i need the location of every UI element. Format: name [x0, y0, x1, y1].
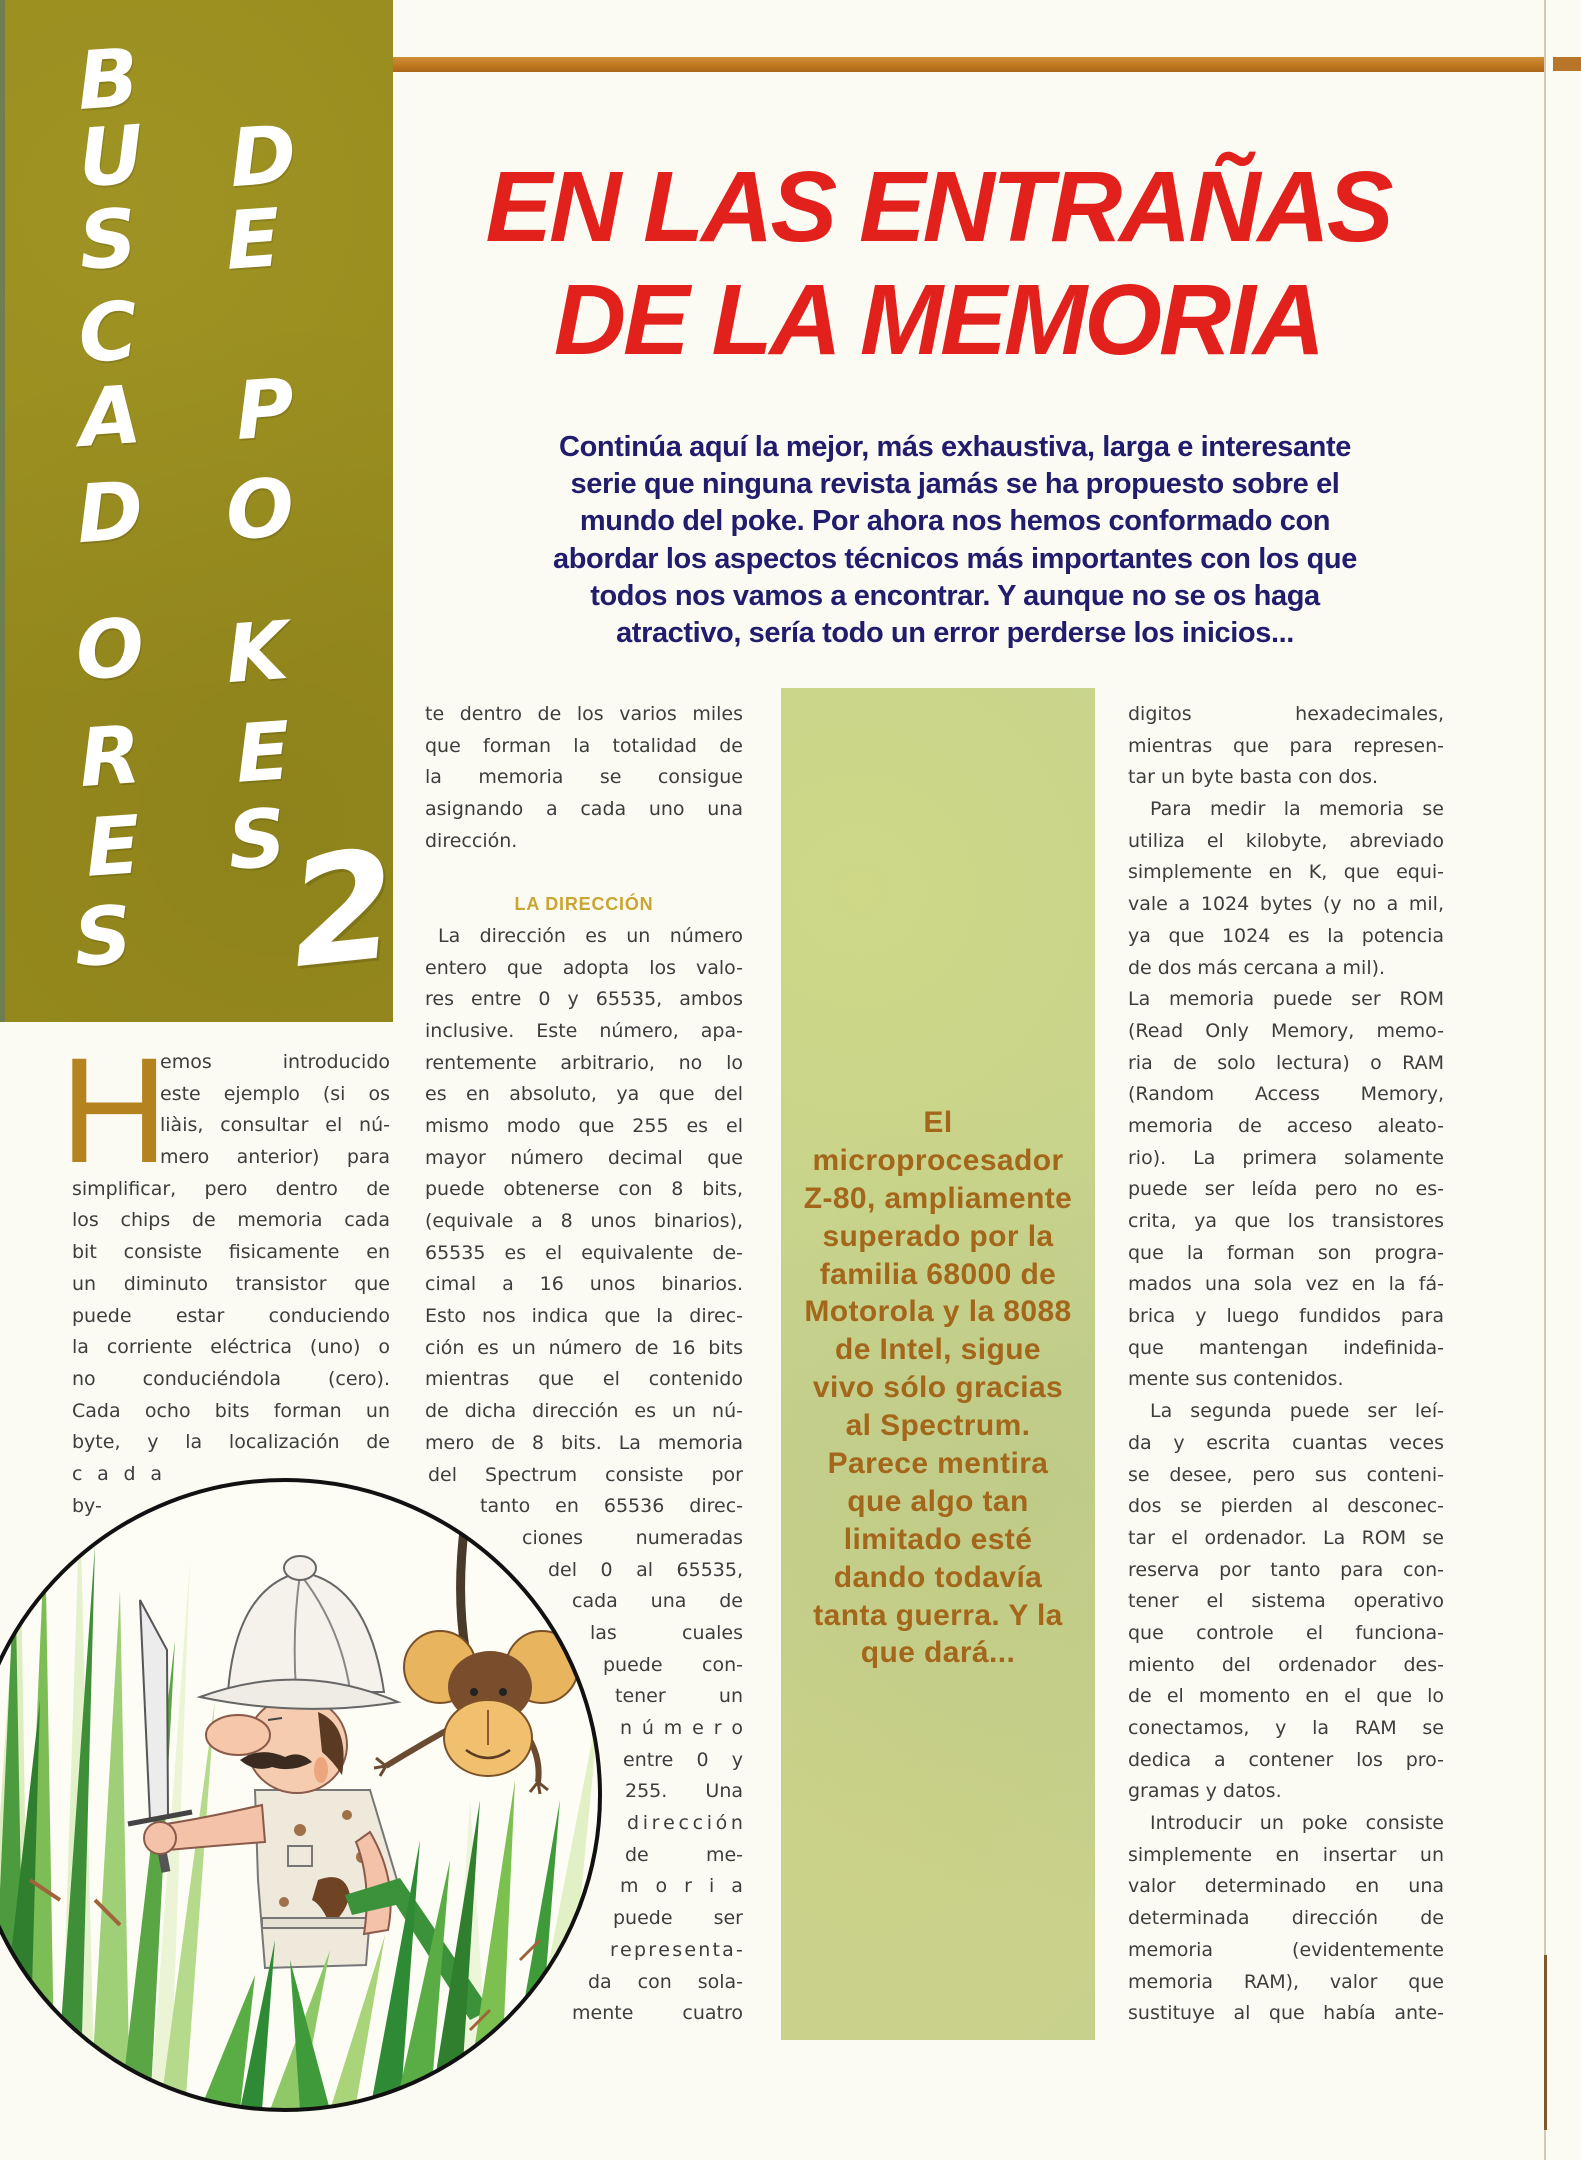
body-line: puede ser: [613, 1907, 743, 1930]
pull-quote-line: familia 68000 de: [819, 1257, 1057, 1291]
body-line: digitos hexadecimales,: [1128, 703, 1444, 725]
body-line: que mantengan indefinida-: [1128, 1336, 1444, 1359]
body-line: emos introducido: [160, 1051, 390, 1073]
body-line: inclusive. Este número, apa-: [425, 1019, 743, 1042]
body-line: c a d a: [72, 1462, 162, 1485]
body-line: byte, y la localización de: [72, 1431, 390, 1454]
section-heading: LA DIRECCIÓN: [514, 894, 654, 915]
illustration-scene: [0, 1470, 620, 2130]
pull-quote-line: tanta guerra. Y la: [813, 1598, 1063, 1632]
series-letter: R: [75, 707, 144, 806]
body-line: mientras que el contenido: [425, 1368, 743, 1391]
body-line: mientras que para represen-: [1128, 734, 1444, 757]
body-line: [425, 857, 743, 889]
body-line: (Random Access Memory,: [1128, 1083, 1444, 1106]
body-line: no conduciéndola (cero).: [72, 1367, 390, 1390]
body-line: cimal a 16 unos binarios.: [425, 1273, 743, 1296]
pull-quote-line: dando todavía: [833, 1560, 1043, 1594]
series-letter: O: [72, 600, 148, 699]
body-line: mente sus contenidos.: [1128, 1368, 1344, 1391]
body-line: ria de solo lectura) o RAM: [1128, 1051, 1444, 1074]
body-line: La memoria puede ser ROM: [1128, 988, 1444, 1011]
body-line: gramas y datos.: [1128, 1780, 1282, 1803]
body-line: simplemente en insertar un: [1128, 1843, 1444, 1866]
body-line: dirección.: [425, 829, 518, 852]
body-line: se desee, pero sus conteni-: [1128, 1463, 1444, 1486]
pull-quote-line: que dará...: [860, 1636, 1016, 1670]
article-title-line-2: DE LA MEMORIA: [553, 264, 1323, 376]
body-column-3: [1128, 699, 1444, 2030]
body-line: la corriente eléctrica (uno) o: [72, 1336, 390, 1359]
series-letter: E: [222, 191, 284, 288]
series-letter: A: [75, 367, 145, 466]
body-line: 255. Una: [625, 1780, 743, 1803]
body-line: da con sola-: [588, 1970, 743, 1993]
body-line: las cuales: [590, 1621, 743, 1644]
pull-quote-line: que algo tan: [847, 1484, 1029, 1518]
body-line: d i r e c c i ó n: [627, 1812, 743, 1835]
body-line: vale a 1024 bytes (y no a mil,: [1128, 893, 1444, 916]
body-line: asignando a cada uno una: [425, 798, 743, 821]
drop-cap: H: [60, 1026, 169, 1194]
body-line: crita, ya que los transistores: [1128, 1210, 1444, 1232]
series-letter: S: [224, 791, 289, 888]
body-line: entero que adopta los valo-: [425, 956, 743, 979]
body-line: mero anterior) para: [160, 1146, 390, 1169]
body-line: puede ser leída pero no es-: [1128, 1178, 1444, 1201]
body-line: dos se pierden al desconec-: [1128, 1495, 1444, 1518]
body-line: Cada ocho bits forman un: [72, 1399, 390, 1422]
intro-line: atractivo, sería todo un error perderse los inicios...: [616, 616, 1294, 649]
page-gutter-line: [1544, 0, 1546, 2160]
body-line: brica y luego fundidos para: [1128, 1305, 1444, 1328]
article-intro: [460, 429, 1450, 652]
explorer-and-monkey-illustration-icon: [0, 1440, 640, 2160]
body-line: la memoria se consigue: [425, 766, 743, 789]
series-issue-number: 2: [282, 818, 404, 1002]
body-line: determinada dirección de: [1128, 1907, 1444, 1930]
series-letter: O: [222, 460, 298, 559]
intro-line: mundo del poke. Por ahora nos hemos conformado con: [579, 505, 1331, 538]
body-line: del 0 al 65535,: [548, 1558, 743, 1581]
body-line: es en absoluto, ya que del: [425, 1083, 743, 1106]
body-line: rentemente arbitrario, no lo: [425, 1051, 743, 1074]
pull-quote-line: limitado esté: [843, 1522, 1033, 1556]
series-letter: P: [232, 361, 298, 458]
series-letter: S: [70, 888, 135, 985]
body-line: que controle el funciona-: [1128, 1621, 1444, 1644]
body-line: puede estar conduciendo: [72, 1304, 390, 1327]
body-line: de dicha dirección es un nú-: [425, 1400, 743, 1423]
body-line: m o r i a: [620, 1875, 743, 1898]
body-line: del Spectrum consiste por: [428, 1463, 743, 1486]
body-line: Esto nos indica que la direc-: [425, 1305, 743, 1328]
body-line: La segunda puede ser leí-: [1150, 1400, 1444, 1423]
pull-quote-line: Motorola y la 8088: [804, 1295, 1072, 1329]
pull-quote-text: [781, 1104, 1095, 1672]
body-line: mados una sola vez en la fá-: [1128, 1273, 1444, 1296]
series-letter: D: [73, 463, 147, 562]
article-title-line-1: EN LAS ENTRAÑAS: [485, 151, 1391, 263]
body-line: La dirección es un número: [438, 924, 743, 947]
body-line: de me-: [625, 1843, 743, 1866]
body-line: puede con-: [603, 1653, 743, 1676]
body-line: reserva por tanto para con-: [1128, 1558, 1444, 1581]
body-line: liàis, consultar el nú-: [160, 1114, 390, 1137]
body-line: (Read Only Memory, memo-: [1128, 1019, 1444, 1042]
body-line: ya que 1024 es la potencia: [1128, 924, 1444, 947]
series-letter: E: [232, 704, 294, 801]
intro-line: todos nos vamos a encontrar. Y aunque no se os haga: [590, 579, 1320, 612]
pull-quote-box: [781, 688, 1095, 2040]
body-line: ción es un número de 16 bits: [425, 1336, 743, 1359]
body-line: 65535 es el equivalente de-: [425, 1241, 743, 1264]
article-title: [395, 151, 1481, 377]
body-line: mente cuatro: [572, 2002, 743, 2025]
body-line: utiliza el kilobyte, abreviado: [1128, 829, 1444, 852]
pull-quote-line: Parece mentira: [827, 1447, 1049, 1481]
body-line: Para medir la memoria se: [1150, 798, 1444, 821]
series-letter: K: [222, 603, 292, 702]
body-line: mismo modo que 255 es el: [425, 1114, 743, 1137]
pull-quote-line: El: [923, 1106, 953, 1139]
pull-quote-line: de Intel, sigue: [834, 1333, 1042, 1367]
body-line: memoria de acceso aleato-: [1128, 1114, 1444, 1137]
series-sidebar: [5, 0, 404, 1022]
body-line: rio). La primera solamente: [1128, 1146, 1444, 1169]
body-line: tener un: [615, 1685, 743, 1708]
body-line: tar el ordenador. La ROM se: [1128, 1526, 1444, 1549]
body-line: tar un byte basta con dos.: [1128, 766, 1379, 789]
series-letter: C: [75, 284, 141, 381]
body-line: sustituye al que había ante-: [1128, 2002, 1444, 2025]
body-line: puede obtenerse con 8 bits,: [425, 1178, 743, 1201]
series-letter: E: [82, 798, 144, 895]
body-line: simplemente en K, que equi-: [1128, 861, 1444, 884]
series-letter: D: [226, 107, 300, 206]
body-line: que forman la totalidad de: [425, 734, 743, 757]
body-line: res entre 0 y 65535, ambos: [425, 988, 743, 1011]
intro-line: Continúa aquí la mejor, más exhaustiva, larga e interesante: [559, 431, 1351, 463]
body-line: tener el sistema operativo: [1128, 1590, 1444, 1613]
body-line: miento del ordenador des-: [1128, 1653, 1444, 1676]
body-line: bit consiste fisicamente en: [72, 1241, 390, 1264]
body-line: r e p r e s e n t a -: [610, 1938, 743, 1961]
pull-quote-line: vivo sólo gracias: [812, 1371, 1064, 1405]
body-line: cada una de: [572, 1590, 743, 1613]
body-line: simplificar, pero dentro de: [72, 1177, 390, 1200]
pull-quote-line: superado por la: [822, 1219, 1054, 1253]
pull-quote-line: Z-80, ampliamente: [803, 1181, 1073, 1215]
body-line: mero de 8 bits. La memoria: [425, 1431, 743, 1454]
body-line: este ejemplo (si os: [160, 1082, 390, 1105]
body-line: tanto en 65536 direc-: [480, 1495, 743, 1518]
body-line: n ú m e r o: [620, 1717, 743, 1739]
body-line: dedica a contener los pro-: [1128, 1748, 1444, 1771]
pull-quote-line: al Spectrum.: [845, 1409, 1031, 1443]
body-line: conectamos, y la RAM se: [1128, 1717, 1444, 1739]
body-line: da y escrita cuantas veces: [1128, 1431, 1444, 1454]
body-line: valor determinado en una: [1128, 1875, 1444, 1898]
pull-quote-line: microprocesador: [812, 1143, 1064, 1177]
body-line: Introducir un poke consiste: [1150, 1812, 1444, 1835]
body-line: memoria (evidentemente: [1128, 1938, 1444, 1961]
body-line: (equivale a 8 unos binarios),: [425, 1210, 743, 1232]
body-line: entre 0 y: [623, 1748, 743, 1771]
top-rule: [393, 57, 1544, 72]
body-line: mayor número decimal que: [425, 1146, 743, 1169]
intro-line: abordar los aspectos técnicos más importantes con los que: [553, 542, 1357, 575]
top-rule-next-page: [1553, 57, 1581, 71]
intro-line: serie que ninguna revista jamás se ha propuesto sobre el: [570, 468, 1340, 501]
body-line: de el momento en el que lo: [1128, 1685, 1444, 1708]
series-letter: U: [75, 107, 147, 206]
series-letter: S: [75, 191, 140, 288]
body-line: que la forman son progra-: [1128, 1241, 1444, 1264]
series-letter: B: [74, 30, 142, 129]
body-line: los chips de memoria cada: [72, 1209, 390, 1232]
body-line: un diminuto transistor que: [72, 1272, 390, 1295]
body-line: by-: [72, 1494, 102, 1517]
body-line: te dentro de los varios miles: [425, 703, 743, 725]
page-gutter-shadow: [1544, 1955, 1547, 2130]
body-line: de dos más cercana a mil).: [1128, 956, 1386, 979]
body-line: ciones numeradas: [522, 1526, 743, 1549]
body-line: memoria RAM), valor que: [1128, 1970, 1444, 1993]
